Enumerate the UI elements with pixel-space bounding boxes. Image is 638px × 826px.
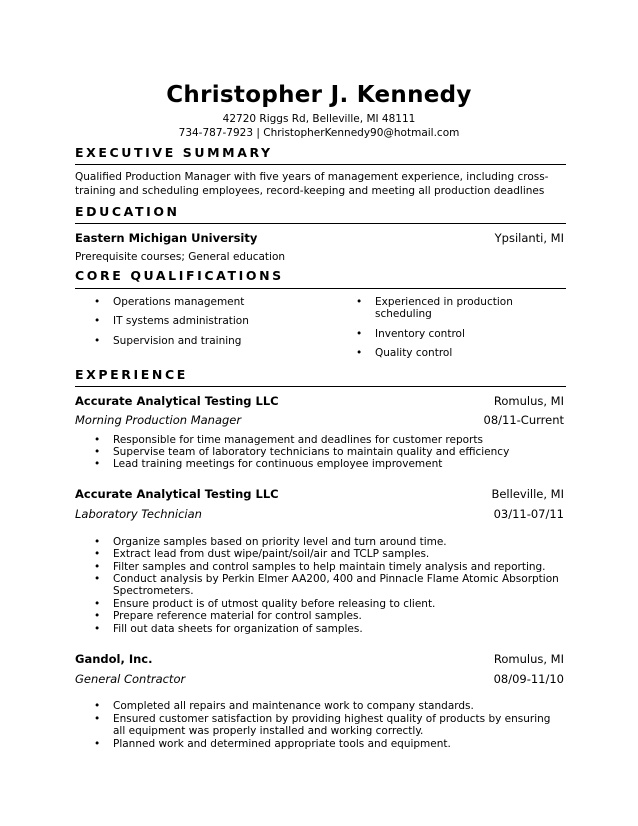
address: 42720 Riggs Rd, Belleville, MI 48111 bbox=[222, 113, 416, 125]
qualification-item-continued: scheduling bbox=[375, 308, 432, 320]
job-dates: 03/11-07/11 bbox=[493, 507, 564, 521]
job-company: Accurate Analytical Testing LLC bbox=[75, 394, 279, 408]
job-bullet: • Fill out data sheets for organization of samples. bbox=[94, 623, 363, 635]
bullet-icon: • bbox=[94, 738, 101, 750]
bullet-icon: • bbox=[94, 548, 101, 560]
job-title: Morning Production Manager bbox=[75, 413, 242, 427]
qualification-item: • Operations management bbox=[94, 296, 245, 308]
job-bullet: • Supervise team of laboratory technicians to maintain quality and efficiency bbox=[94, 446, 510, 458]
section-divider bbox=[75, 288, 566, 289]
bullet-icon: • bbox=[94, 434, 101, 446]
section-divider bbox=[75, 386, 566, 387]
qualification-item: • Experienced in production bbox=[356, 296, 513, 308]
section-heading-summary: EXECUTIVE SUMMARY bbox=[75, 145, 273, 160]
job-location: Belleville, MI bbox=[491, 487, 564, 501]
job-bullet: • Ensure product is of utmost quality before releasing to client. bbox=[94, 598, 436, 610]
bullet-icon: • bbox=[94, 623, 101, 635]
job-location: Romulus, MI bbox=[493, 652, 564, 666]
job-bullet-continued: Spectrometers. bbox=[113, 585, 194, 597]
section-heading-education: EDUCATION bbox=[75, 204, 180, 219]
job-bullet: • Lead training meetings for continuous employee improvement bbox=[94, 458, 443, 470]
job-bullet: • Filter samples and control samples to help maintain timely analysis and reporting. bbox=[94, 561, 546, 573]
job-bullet: • Ensured customer satisfaction by providing highest quality of products by ensuring bbox=[94, 713, 551, 725]
education-detail: Prerequisite courses; General education bbox=[75, 251, 286, 263]
bullet-icon: • bbox=[94, 335, 101, 347]
qualification-item: • Quality control bbox=[356, 347, 453, 359]
job-bullet: • Completed all repairs and maintenance work to company standards. bbox=[94, 700, 474, 712]
contact-line: 734-787-7923 | ChristopherKennedy90@hotmail.com bbox=[178, 127, 460, 139]
bullet-icon: • bbox=[356, 328, 363, 340]
education-school: Eastern Michigan University bbox=[75, 231, 258, 245]
qualification-item: • Supervision and training bbox=[94, 335, 242, 347]
summary-line-2: training and scheduling employees, record-keeping and meeting all production deadlines bbox=[75, 185, 545, 197]
bullet-icon: • bbox=[94, 610, 101, 622]
section-heading-qualifications: CORE QUALIFICATIONS bbox=[75, 268, 284, 283]
job-bullet: • Planned work and determined appropriate tools and equipment. bbox=[94, 738, 451, 750]
job-title: Laboratory Technician bbox=[75, 507, 202, 521]
bullet-icon: • bbox=[94, 315, 101, 327]
job-dates: 08/09-11/10 bbox=[493, 672, 564, 686]
bullet-icon: • bbox=[356, 347, 363, 359]
qualification-item: • IT systems administration bbox=[94, 315, 249, 327]
bullet-icon: • bbox=[94, 561, 101, 573]
education-location: Ypsilanti, MI bbox=[494, 231, 564, 245]
job-bullet: • Conduct analysis by Perkin Elmer AA200, 400 and Pinnacle Flame Atomic Absorption bbox=[94, 573, 559, 585]
bullet-icon: • bbox=[94, 713, 101, 725]
section-divider bbox=[75, 164, 566, 165]
job-bullet-continued: all equipment was properly installed and working correctly. bbox=[113, 725, 424, 737]
bullet-icon: • bbox=[356, 296, 363, 308]
bullet-icon: • bbox=[94, 446, 101, 458]
bullet-icon: • bbox=[94, 296, 101, 308]
bullet-icon: • bbox=[94, 700, 101, 712]
bullet-icon: • bbox=[94, 458, 101, 470]
job-title: General Contractor bbox=[75, 672, 186, 686]
job-bullet: • Responsible for time management and deadlines for customer reports bbox=[94, 434, 483, 446]
summary-line-1: Qualified Production Manager with five years of management experience, including cross- bbox=[75, 171, 549, 183]
job-location: Romulus, MI bbox=[493, 394, 564, 408]
job-bullet: • Prepare reference material for control samples. bbox=[94, 610, 362, 622]
job-company: Accurate Analytical Testing LLC bbox=[75, 487, 279, 501]
job-company: Gandol, Inc. bbox=[75, 652, 153, 666]
qualification-item: • Inventory control bbox=[356, 328, 465, 340]
job-bullet: • Organize samples based on priority level and turn around time. bbox=[94, 536, 447, 548]
section-heading-experience: EXPERIENCE bbox=[75, 367, 188, 382]
bullet-icon: • bbox=[94, 536, 101, 548]
bullet-icon: • bbox=[94, 598, 101, 610]
bullet-icon: • bbox=[94, 573, 101, 585]
section-divider bbox=[75, 223, 566, 224]
job-dates: 08/11-Current bbox=[483, 413, 564, 427]
job-bullet: • Extract lead from dust wipe/paint/soil/air and TCLP samples. bbox=[94, 548, 430, 560]
candidate-name: Christopher J. Kennedy bbox=[166, 82, 472, 108]
